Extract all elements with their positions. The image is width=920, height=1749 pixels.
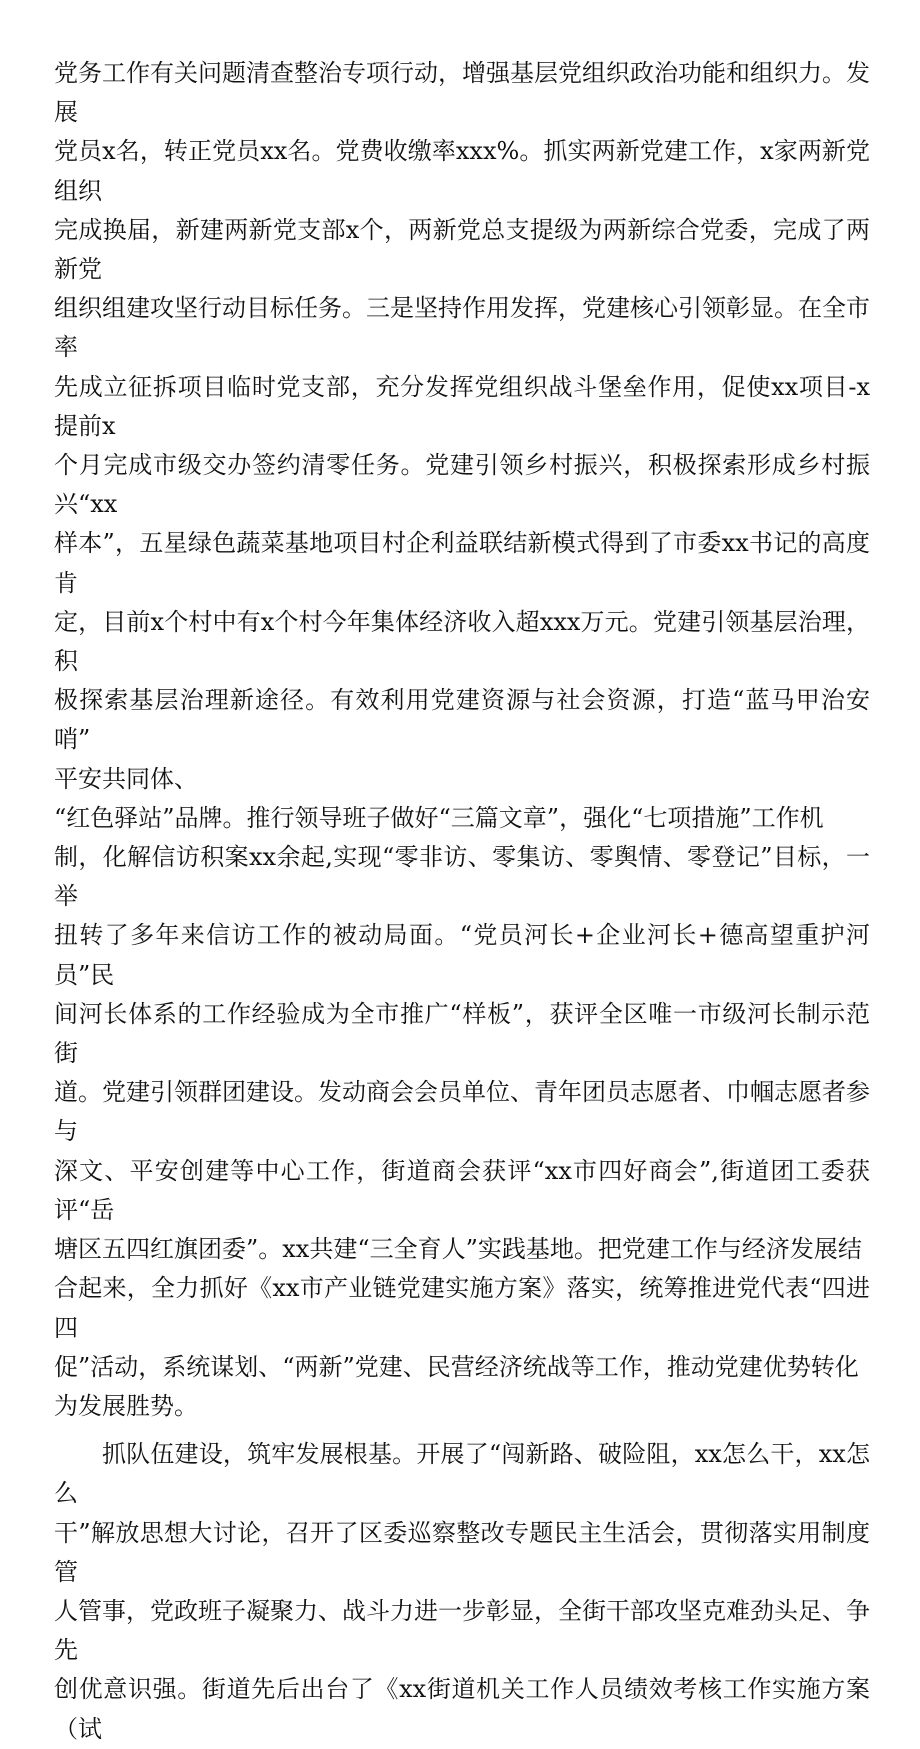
text-line: 样本”，五星绿色蔬菜基地项目村企利益联结新模式得到了市委xx书记的高度肯 — [54, 529, 870, 597]
text-line: 个月完成市级交办签约清零任务。党建引领乡村振兴，积极探索形成乡村振兴“xx — [54, 451, 870, 519]
text-line: 完成换届，新建两新党支部x个，两新党总支提级为两新综合党委，完成了两新党 — [54, 215, 870, 284]
text-line: 合起来，全力抓好《xx市产业链党建实施方案》落实，统筹推进党代表“四进四 — [54, 1274, 870, 1342]
paragraph-red-station — [54, 799, 870, 1426]
text-line: 党务工作有关问题清查整治专项行动，增强基层党组织政治功能和组织力。发展 — [54, 59, 870, 127]
text-line: 平安共同体、 — [54, 764, 198, 793]
text-line: 抓队伍建设，筑牢发展根基。开展了“闯新路、破险阻，xx怎么干，xx怎么 — [54, 1440, 870, 1508]
text-line: 人管事，党政班子凝聚力、战斗力进一步彰显，全街干部攻坚克难劲头足、争先 — [54, 1596, 870, 1665]
text-line: 间河长体系的工作经验成为全市推广“样板”，获评全区唯一市级河长制示范街 — [54, 999, 870, 1068]
text-line: 促”活动，系统谋划、“两新”党建、民营经济统战等工作，推动党建优势转化 — [54, 1352, 859, 1381]
text-line: 扭转了多年来信访工作的被动局面。“党员河长+企业河长+德高望重护河员”民 — [54, 921, 870, 989]
text-line: 极探索基层治理新途径。有效利用党建资源与社会资源，打造“蓝马甲治安哨” — [54, 686, 870, 754]
text-line: 塘区五四红旗团委”。xx共建“三全育人”实践基地。把党建工作与经济发展结 — [54, 1235, 862, 1264]
text-line: 党员x名，转正党员xx名。党费收缴率xxx%。抓实两新党建工作，x家两新党组织 — [54, 137, 870, 205]
document-page — [54, 54, 870, 1749]
text-line: 深文、平安创建等中心工作，街道商会获评“xx市四好商会”,街道团工委获评“岳 — [54, 1156, 870, 1224]
text-line: 干”解放思想大讨论，召开了区委巡察整改专题民主生活会，贯彻落实用制度管 — [54, 1518, 870, 1586]
text-line: “红色驿站”品牌。推行领导班子做好“三篇文章”，强化“七项措施”工作机 — [54, 803, 824, 832]
paragraph-team-building — [54, 1435, 870, 1749]
text-line: 定，目前x个村中有x个村今年集体经济收入超xxx万元。党建引领基层治理，积 — [54, 607, 870, 676]
text-line: 制，化解信访积案xx余起,实现“零非访、零集访、零舆情、零登记”目标，一举 — [54, 843, 870, 911]
text-line: 为发展胜势。 — [54, 1391, 198, 1420]
text-line: 先成立征拆项目临时党支部，充分发挥党组织战斗堡垒作用，促使xx项目-x提前x — [54, 372, 870, 440]
text-line: 创优意识强。街道先后出台了《xx街道机关工作人员绩效考核工作实施方案（试 — [54, 1675, 870, 1743]
paragraph-party-work — [54, 54, 870, 799]
text-line: 组织组建攻坚行动目标任务。三是坚持作用发挥，党建核心引领彰显。在全市率 — [54, 294, 870, 362]
text-line: 道。党建引领群团建设。发动商会会员单位、青年团员志愿者、巾帼志愿者参与 — [54, 1078, 870, 1146]
